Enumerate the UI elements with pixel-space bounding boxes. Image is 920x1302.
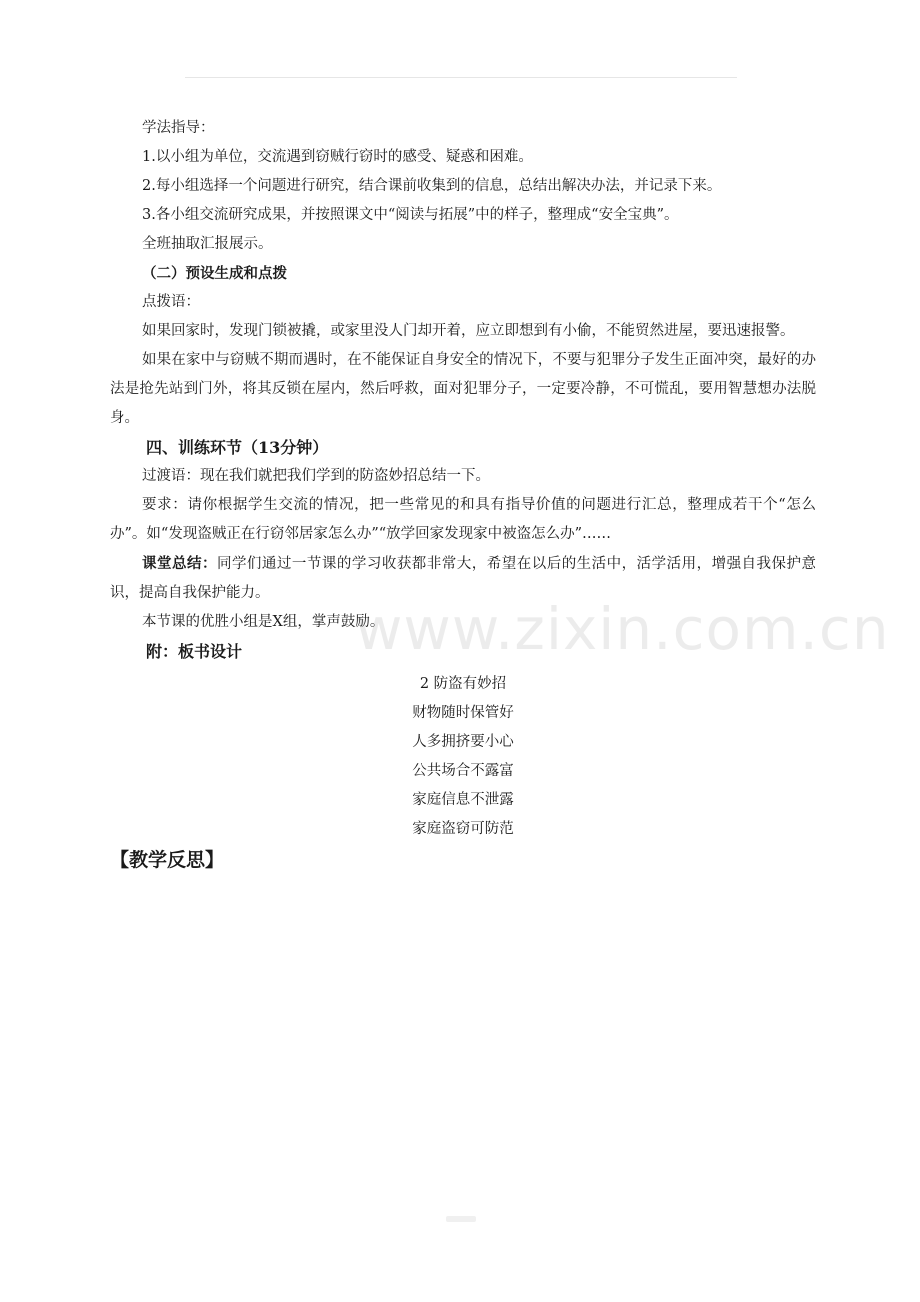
training-winner: 本节课的优胜小组是X组，掌声鼓励。 (142, 614, 385, 630)
board-title: 2 防盗有妙招 (419, 676, 507, 692)
board-line-1: 财物随时保管好 (412, 705, 514, 721)
study-guide-item-1: 1.以小组为单位，交流遇到窃贼行窃时的感受、疑惑和困难。 (142, 149, 533, 165)
preset-paragraph-1: 如果回家时，发现门锁被撬，或家里没人门却开着，应立即想到有小偷，不能贸然进屋，要迅速报警。 (142, 323, 795, 339)
training-transition: 过渡语：现在我们就把我们学到的防盗妙招总结一下。 (142, 468, 490, 484)
preset-heading: （二）预设生成和点拨 (142, 265, 287, 282)
watermark: www.zixin.com.cn (355, 595, 890, 663)
board-line-3: 公共场合不露富 (412, 763, 514, 779)
reflection-heading: 【教学反思】 (110, 849, 225, 871)
training-requirement: 要求：请你根据学生交流的情况，把一些常见的和具有指导价值的问题进行汇总，整理成若干个“怎么办”。如“发现盗贼正在行窃邻居家怎么办”“放学回家发现家中被盗怎么办”…… (110, 497, 816, 542)
board-heading: 附：板书设计 (146, 642, 243, 661)
study-guide-item-2: 2.每小组选择一个问题进行研究，结合课前收集到的信息，总结出解决办法，并记录下来。 (142, 178, 722, 194)
board-line-4: 家庭信息不泄露 (412, 792, 514, 808)
study-guide-item-3: 3.各小组交流研究成果，并按照课文中“阅读与拓展”中的样子，整理成“安全宝典”。 (142, 207, 679, 223)
study-guide-closing: 全班抽取汇报展示。 (142, 236, 273, 252)
board-line-5: 家庭盗窃可防范 (412, 821, 514, 837)
training-heading: 四、训练环节（13分钟） (146, 438, 329, 457)
summary-label: 课堂总结： (142, 555, 217, 572)
preset-label: 点拨语： (142, 294, 200, 310)
header-rule (185, 77, 737, 78)
study-guide-title: 学法指导： (142, 120, 215, 136)
preset-paragraph-2: 如果在家中与窃贼不期而遇时，在不能保证自身安全的情况下，不要与犯罪分子发生正面冲突，最好的办法是抢先站到门外，将其反锁在屋内，然后呼救，面对犯罪分子，一定要冷静，不可慌乱，要用智慧想办法脱身。 (110, 352, 816, 426)
board-line-2: 人多拥挤要小心 (412, 734, 514, 750)
summary-text: 同学们通过一节课的学习收获都非常大，希望在以后的生活中，活学活用，增强自我保护意识，提高自我保护能力。 (110, 556, 817, 601)
footer-mark (446, 1216, 476, 1222)
document-body (110, 114, 816, 876)
training-summary (110, 549, 816, 608)
